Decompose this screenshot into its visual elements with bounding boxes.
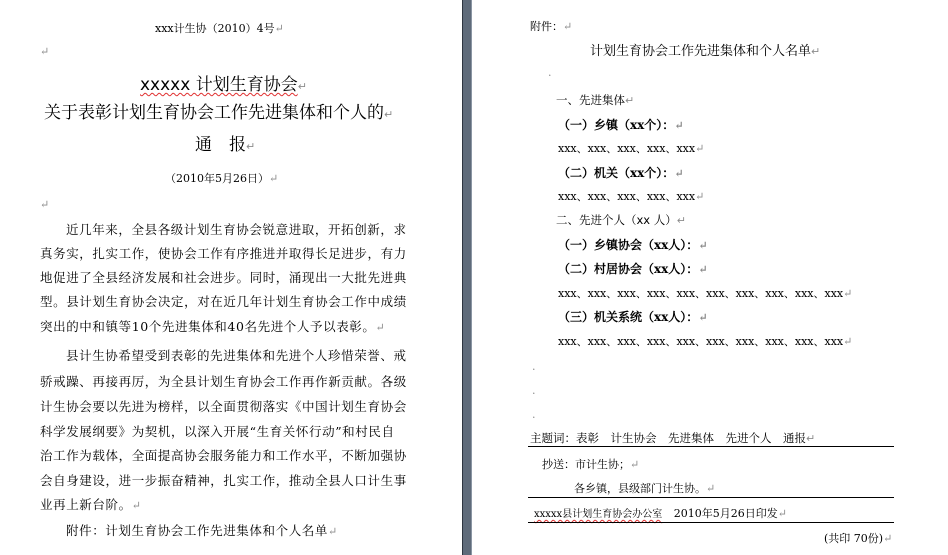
subject-rule — [528, 446, 894, 447]
sub-agencies: （二）机关（xx个）：↵ — [558, 166, 684, 180]
para1-line4: 型。县计划生育协会决定，对在近几年计划生育协会工作中成绩 — [40, 294, 407, 309]
cc-rule — [528, 497, 894, 498]
doc-title-line1: 关于表彰计划生育协会工作先进集体和个人的↵ — [44, 103, 394, 123]
section-collectives: 一、先进集体↵ — [556, 93, 635, 107]
para-mark: ↵ — [40, 45, 50, 58]
para1-line5: 突出的中和镇等10个先进集体和40名先进个人予以表彰。↵ — [40, 319, 386, 334]
sub-townships: （一）乡镇（xx个）：↵ — [558, 118, 684, 132]
sub-township-assoc: （一）乡镇协会（xx人）：↵ — [558, 238, 708, 252]
village-names: xxx、xxx、xxx、xxx、xxx、xxx、xxx、xxx、xxx、xxx↵ — [558, 287, 853, 300]
dot-mark: . — [532, 408, 536, 421]
para-mark: ↵ — [40, 198, 50, 211]
section-individuals: 二、先进个人（xx 人）↵ — [556, 213, 686, 227]
para1-line1: 近几年来，全县各级计划生育协会锐意进取，开拓创新，求 — [66, 222, 407, 237]
townships-names: xxx、xxx、xxx、xxx、xxx↵ — [558, 142, 705, 155]
subject-terms: 主题词：表彰 计生协会 先进集体 先进个人 通报↵ — [530, 431, 816, 445]
agencies-names: xxx、xxx、xxx、xxx、xxx↵ — [558, 190, 705, 203]
agency-system-names: xxx、xxx、xxx、xxx、xxx、xxx、xxx、xxx、xxx、xxx↵ — [558, 335, 853, 348]
doc-date: （2010年5月26日）↵ — [165, 172, 279, 185]
right-page — [472, 0, 948, 555]
attachment-note: 附件：计划生育协会工作先进集体和个人名单↵ — [66, 523, 338, 538]
para2-line6: 会自身建设，进一步振奋精神，扎实工作，推动全县人口计生事 — [40, 473, 407, 488]
para1-line2: 真务实，扎实工作，使协会工作有序推进并取得长足进步，有力 — [40, 246, 407, 261]
para2-line1: 县计生协希望受到表彰的先进集体和先进个人珍惜荣誉、戒 — [66, 348, 407, 363]
dot-mark: . — [548, 66, 552, 79]
attachment-label: 附件：↵ — [530, 20, 573, 33]
para2-line5: 治工作为载体，全面提高协会服务能力和工作水平，不断加强协 — [40, 448, 407, 463]
dot-mark: . — [532, 384, 536, 397]
dot-mark: . — [532, 360, 536, 373]
list-title: 计划生育协会工作先进集体和个人名单↵ — [590, 44, 821, 59]
left-page — [0, 0, 462, 555]
copies-count: (共印 70份)↵ — [824, 532, 893, 545]
para1-line3: 地促进了全县经济发展和社会进步。同时，涌现出一大批先进典 — [40, 270, 407, 285]
cc-line1: 抄送：市计生协；↵ — [542, 458, 640, 471]
doc-title-line2: 通 报↵ — [195, 135, 256, 155]
issue-rule — [528, 522, 894, 523]
page-gutter — [462, 0, 472, 555]
para2-line4: 科学发展纲要》为契机，以深入开展“生育关怀行动”和村民自 — [40, 424, 395, 439]
sub-agency-system: （三）机关系统（xx人）：↵ — [558, 310, 708, 324]
issue-line: xxxxx县计划生育协会办公室 2010年5月26日印发↵ — [534, 507, 787, 520]
cc-line2: 各乡镇，县级部门计生协。↵ — [574, 482, 716, 495]
para2-line3: 计生协会要以先进为榜样，以全面贯彻落实《中国计划生育协会 — [40, 399, 407, 414]
org-name: xxxxx 计划生育协会↵ — [140, 75, 307, 95]
sub-village-assoc: （二）村居协会（xx人）：↵ — [558, 262, 708, 276]
para2-line2: 骄戒躁、再接再厉，为全县计划生育协会工作再作新贡献。各级 — [40, 374, 407, 389]
doc-number: xxx计生协（2010）4号↵ — [155, 22, 284, 35]
para2-line7: 业再上新台阶。↵ — [40, 497, 142, 512]
